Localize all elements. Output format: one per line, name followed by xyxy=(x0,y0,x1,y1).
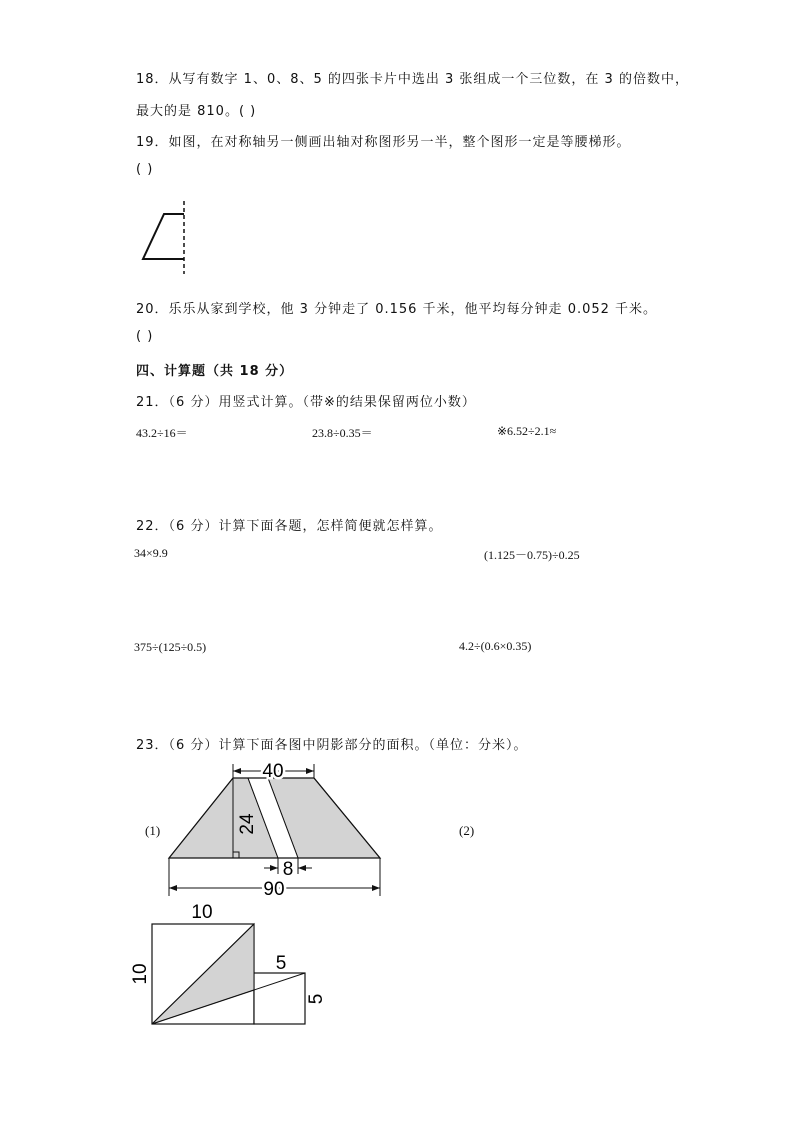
q23-figure-2 xyxy=(128,898,348,1038)
section-4-title: 四、计算题（共 18 分） xyxy=(136,364,294,379)
q22-item-2: (1.125－0.75)÷0.25 xyxy=(484,548,580,562)
q19-line2: ( ) xyxy=(136,162,154,177)
q23-figure-1 xyxy=(160,758,420,898)
fig2-left-label: 10 xyxy=(130,963,151,985)
q23-label-1: (1) xyxy=(145,823,161,838)
q21-item-2: 23.8÷0.35＝ xyxy=(312,426,373,440)
fig1-gap-label: 8 xyxy=(282,859,294,880)
q20-line1: 20．乐乐从家到学校，他 3 分钟走了 0.156 千米，他平均每分钟走 0.052 千米。 xyxy=(136,302,658,317)
q20-line2: ( ) xyxy=(136,329,154,344)
fig1-height-label: 24 xyxy=(237,813,258,835)
q21-title: 21．（6 分）用竖式计算。（带※的结果保留两位小数） xyxy=(136,395,476,410)
q22-item-3: 375÷(125÷0.5) xyxy=(134,640,207,654)
q23-title: 23．（6 分）计算下面各图中阴影部分的面积。（单位：分米）。 xyxy=(136,738,528,753)
q18-line1: 18．从写有数字 1、0、8、5 的四张卡片中选出 3 张组成一个三位数，在 3 的倍数中， xyxy=(136,72,689,87)
q22-title: 22．（6 分）计算下面各题，怎样简便就怎样算。 xyxy=(136,519,443,534)
q22-item-4: 4.2÷(0.6×0.35) xyxy=(459,639,532,653)
q21-item-3: ※6.52÷2.1≈ xyxy=(497,424,557,438)
q22-item-1: 34×9.9 xyxy=(134,546,168,560)
fig2-small-top-label: 5 xyxy=(275,953,287,974)
q23-label-2: (2) xyxy=(459,823,475,838)
q18-line2: 最大的是 810。( ) xyxy=(136,104,257,119)
q19-half-trapezoid-figure xyxy=(136,198,196,278)
fig1-top-label: 40 xyxy=(262,761,284,782)
fig1-bottom-label: 90 xyxy=(263,879,285,900)
fig2-top-label: 10 xyxy=(191,902,213,923)
fig2-small-right-label: 5 xyxy=(306,993,327,1005)
q21-item-1: 43.2÷16＝ xyxy=(136,426,188,440)
q19-line1: 19．如图，在对称轴另一侧画出轴对称图形另一半，整个图形一定是等腰梯形。 xyxy=(136,135,631,150)
